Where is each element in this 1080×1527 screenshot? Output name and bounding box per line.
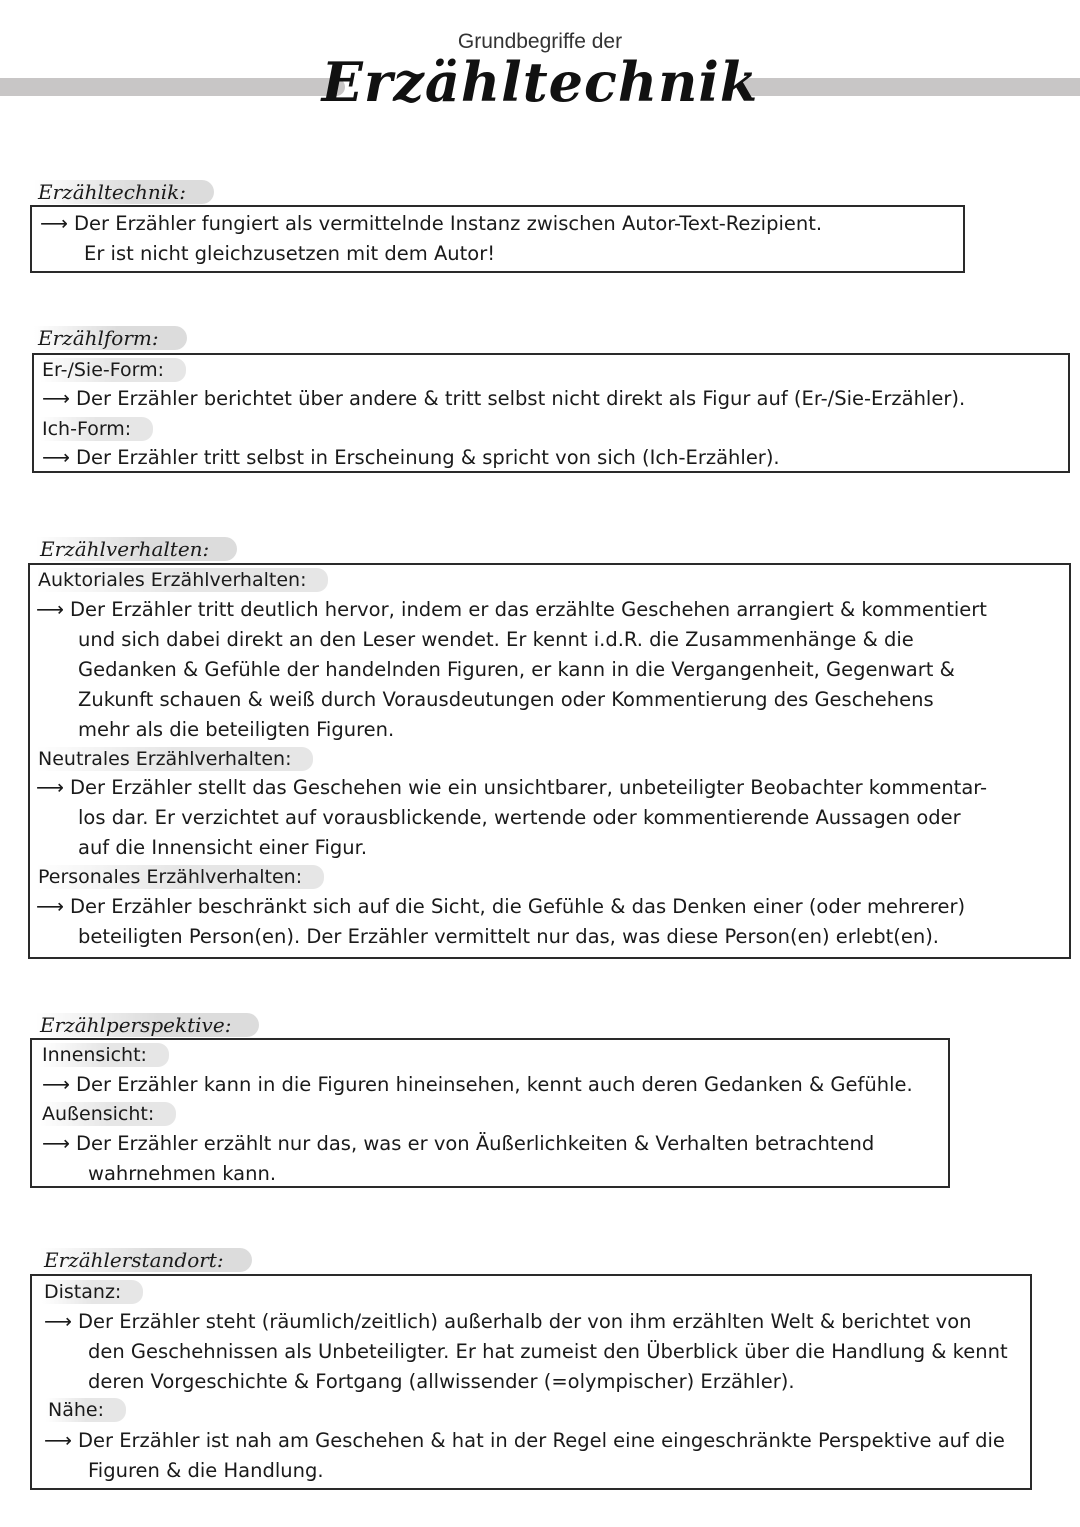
arrow-icon: ⟶	[42, 1132, 70, 1155]
heading-erzaehlverhalten: Erzählverhalten:	[36, 537, 237, 561]
subheading-neutral: Neutrales Erzählverhalten:	[36, 747, 313, 771]
box-erzaehlerstandort	[30, 1274, 1032, 1490]
heading-erzaehltechnik: Erzähltechnik:	[34, 180, 214, 204]
arrow-icon: ⟶	[36, 776, 64, 799]
heading-erzaehlerstandort: Erzählerstandort:	[40, 1248, 252, 1272]
text-line: ⟶ Der Erzähler steht (räumlich/zeitlich) außerhalb der von ihm erzählten Welt & berichtet von	[44, 1307, 971, 1337]
page-title: Erzähltechnik	[321, 50, 759, 114]
subheading-er-sie-form: Er-/Sie-Form:	[40, 358, 186, 382]
text-line: Zukunft schauen & weiß durch Vorausdeutungen oder Kommentierung des Geschehens	[78, 688, 934, 711]
page-subtitle: Grundbegriffe der	[457, 30, 623, 53]
arrow-icon: ⟶	[42, 1073, 70, 1096]
text-line: Figuren & die Handlung.	[88, 1459, 324, 1482]
arrow-icon: ⟶	[44, 1310, 72, 1333]
subheading-naehe: Nähe:	[46, 1398, 126, 1422]
subheading-distanz: Distanz:	[42, 1280, 143, 1304]
text-line: ⟶ Der Erzähler fungiert als vermittelnde Instanz zwischen Autor-Text-Rezipient.	[40, 209, 822, 239]
arrow-icon: ⟶	[42, 387, 70, 410]
text-line: ⟶ Der Erzähler ist nah am Geschehen & hat in der Regel eine eingeschränkte Perspektive auf die	[44, 1426, 1005, 1456]
box-erzaehltechnik	[30, 205, 965, 273]
box-erzaehlperspektive	[30, 1038, 950, 1188]
text-line: ⟶ Der Erzähler kann in die Figuren hineinsehen, kennt auch deren Gedanken & Gefühle.	[42, 1070, 913, 1100]
text-line: beteiligten Person(en). Der Erzähler vermittelt nur das, was diese Person(en) erlebt(en).	[78, 925, 939, 948]
text-line: ⟶ Der Erzähler berichtet über andere & tritt selbst nicht direkt als Figur auf (Er-/Sie-Erzähler).	[42, 384, 965, 414]
heading-erzaehlform: Erzählform:	[34, 326, 187, 350]
text-line: ⟶ Der Erzähler tritt selbst in Erscheinung & spricht von sich (Ich-Erzähler).	[42, 443, 780, 473]
text-line: ⟶ Der Erzähler stellt das Geschehen wie ein unsichtbarer, unbeteiligter Beobachter kommentar-	[36, 773, 987, 803]
subheading-auktorial: Auktoriales Erzählverhalten:	[36, 568, 328, 592]
text-line: den Geschehnissen als Unbeteiligter. Er hat zumeist den Überblick über die Handlung & kennt	[88, 1340, 1008, 1363]
arrow-icon: ⟶	[44, 1429, 72, 1452]
subheading-aussensicht: Außensicht:	[40, 1102, 176, 1126]
subheading-personal: Personales Erzählverhalten:	[36, 865, 324, 889]
text-line: und sich dabei direkt an den Leser wendet. Er kennt i.d.R. die Zusammenhänge & die	[78, 628, 914, 651]
subheading-innensicht: Innensicht:	[40, 1043, 169, 1067]
text-line: ⟶ Der Erzähler beschränkt sich auf die Sicht, die Gefühle & das Denken einer (oder mehrerer)	[36, 892, 965, 922]
text-line: los dar. Er verzichtet auf vorausblickende, wertende oder kommentierende Aussagen oder	[78, 806, 961, 829]
box-erzaehlverhalten	[28, 563, 1071, 959]
arrow-icon: ⟶	[42, 446, 70, 469]
heading-erzaehlperspektive: Erzählperspektive:	[36, 1013, 259, 1037]
text-line: deren Vorgeschichte & Fortgang (allwissender (=olympischer) Erzähler).	[88, 1370, 795, 1393]
text-line: ⟶ Der Erzähler tritt deutlich hervor, indem er das erzählte Geschehen arrangiert & kommentiert	[36, 595, 987, 625]
text-line: Gedanken & Gefühle der handelnden Figuren, er kann in die Vergangenheit, Gegenwart &	[78, 658, 955, 681]
text-line: ⟶ Der Erzähler erzählt nur das, was er von Äußerlichkeiten & Verhalten betrachtend	[42, 1129, 874, 1159]
box-erzaehlform	[32, 353, 1070, 473]
subheading-ich-form: Ich-Form:	[40, 417, 153, 441]
text-line: auf die Innensicht einer Figur.	[78, 836, 368, 859]
text-line: wahrnehmen kann.	[88, 1162, 277, 1185]
arrow-icon: ⟶	[40, 212, 68, 235]
text-line: mehr als die beteiligten Figuren.	[78, 718, 395, 741]
arrow-icon: ⟶	[36, 895, 64, 918]
arrow-icon: ⟶	[36, 598, 64, 621]
text-line: Er ist nicht gleichzusetzen mit dem Autor!	[84, 242, 496, 265]
